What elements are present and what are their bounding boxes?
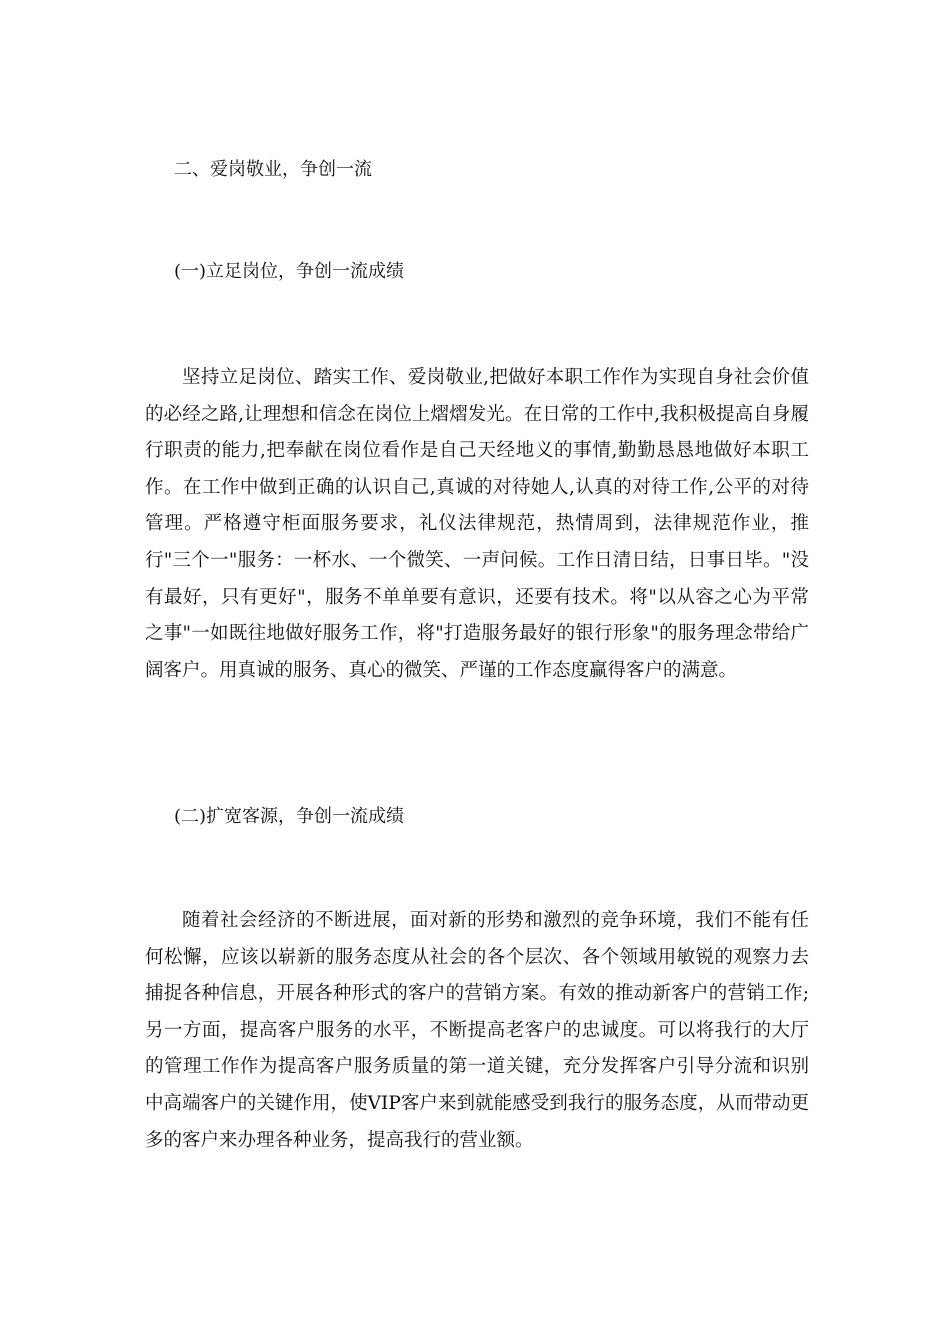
subsection-heading-1: (一)立足岗位，争创一流成绩	[174, 261, 405, 282]
section-heading: 二、爱岗敬业，争创一流	[174, 159, 372, 180]
body-paragraph-1: 坚持立足岗位、踏实工作、爱岗敬业,把做好本职工作作为实现自身社会价值的必经之路,让理想和信念在岗位上熠熠发光。在日常的工作中,我积极提高自身履行职责的能力,把奉献在岗位看作是自己天经地义的事情,勤勤恳恳地做好本职工作。在工作中做到正确的认识自己,真诚的对待她人,认真的对待工作,公平的对待管理。严格遵守柜面服务要求，礼仪法律规范，热情周到，法律规范作业，推行"三个一"服务：一杯水、一个微笑、一声问候。工作日清日结，日事日毕。"没有最好，只有更好"，服务不单单要有意识，还要有技术。将"以从容之心为平常之事"一如既往地做好服务工作，将"打造服务最好的银行形象"的服务理念带给广阔客户。用真诚的服务、真心的微笑、严谨的工作态度赢得客户的满意。	[145, 367, 809, 681]
subsection-heading-2: (二)扩宽客源，争创一流成绩	[174, 806, 405, 827]
body-paragraph-2: 随着社会经济的不断进展，面对新的形势和激烈的竞争环境，我们不能有任何松懈，应该以崭新的服务态度从社会的各个层次、各个领域用敏锐的观察力去捕捉各种信息，开展各种形式的客户的营销方案。有效的推动新客户的营销工作;另一方面，提高客户服务的水平，不断提高老客户的忠诚度。可以将我行的大厅的管理工作作为提高客户服务质量的第一道关键，充分发挥客户引导分流和识别中高端客户的关键作用，使VIP客户来到就能感受到我行的服务态度，从而带动更多的客户来办理各种业务，提高我行的营业额。	[145, 910, 809, 1151]
